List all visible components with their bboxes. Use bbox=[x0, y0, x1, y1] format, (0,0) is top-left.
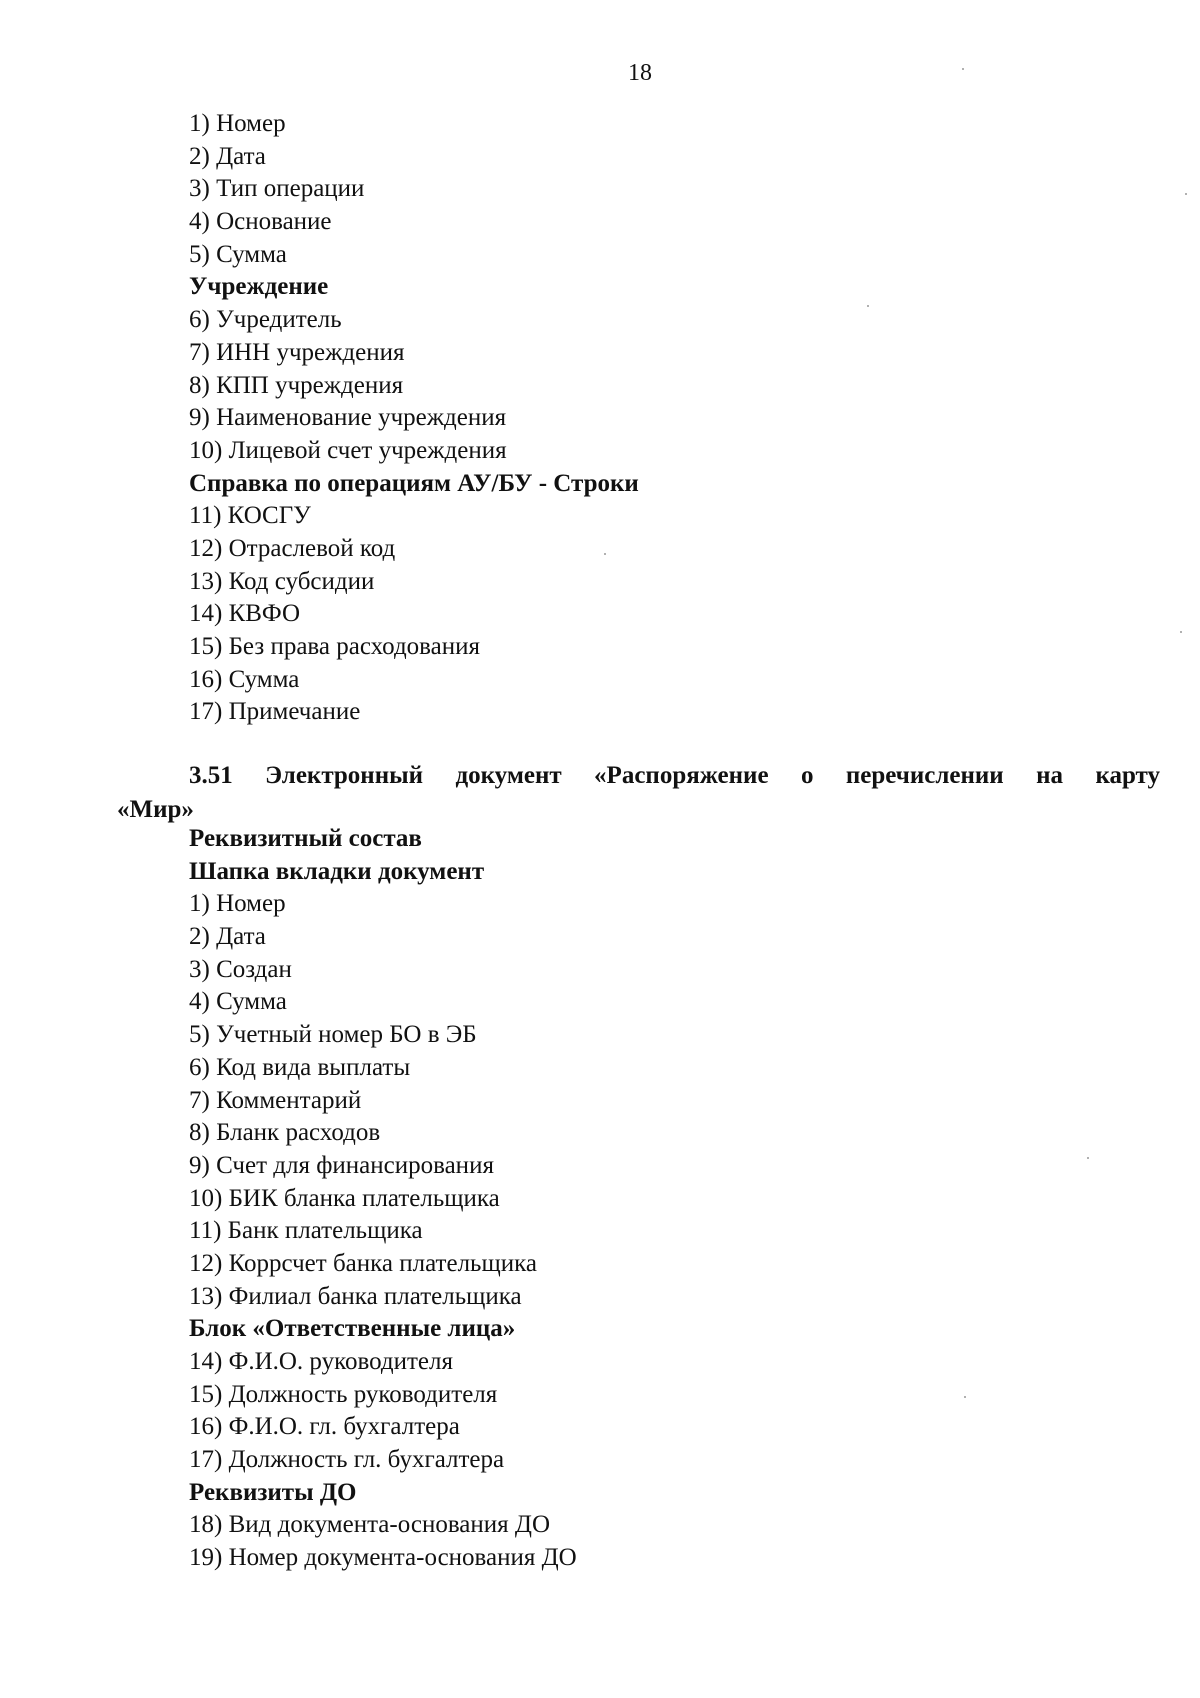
list-1-subheading: Учреждение bbox=[189, 273, 329, 301]
list-2-item: 2) Дата bbox=[189, 923, 266, 951]
list-1-subheading: Справка по операциям АУ/БУ - Строки bbox=[189, 469, 639, 497]
list-2-item: 4) Сумма bbox=[189, 988, 287, 1016]
list-1-item: 15) Без права расходования bbox=[189, 633, 480, 660]
scan-speck bbox=[1185, 193, 1187, 195]
list-1-item: 13) Код субсидии bbox=[189, 567, 375, 595]
list-2-subheading: Шапка вкладки документ bbox=[189, 857, 485, 885]
list-1-item: 6) Учредитель bbox=[189, 306, 342, 334]
list-2-item: 14) Ф.И.О. руководителя bbox=[189, 1348, 453, 1375]
list-1-item: 7) ИНН учреждения bbox=[189, 338, 405, 366]
scan-speck bbox=[964, 1396, 966, 1398]
list-1-item: 17) Примечание bbox=[189, 698, 361, 726]
list-2-subheading: Реквизитный состав bbox=[189, 825, 422, 852]
scan-speck bbox=[867, 305, 869, 307]
list-2-item: 1) Номер bbox=[189, 890, 286, 918]
list-1-item: 11) КОСГУ bbox=[189, 502, 311, 530]
list-2-item: 7) Комментарий bbox=[189, 1086, 362, 1114]
list-1-item: 10) Лицевой счет учреждения bbox=[189, 436, 507, 464]
list-2-item: 18) Вид документа-основания ДО bbox=[189, 1511, 551, 1539]
list-1-item: 2) Дата bbox=[189, 142, 266, 170]
section-heading-line-1: 3.51 Электронный документ «Распоряжение о перечислении на карту bbox=[189, 762, 1160, 789]
list-2-item: 8) Бланк расходов bbox=[189, 1119, 381, 1147]
list-1-item: 8) КПП учреждения bbox=[189, 371, 404, 399]
list-1-item: 14) КВФО bbox=[189, 600, 301, 628]
page-number: 18 bbox=[628, 60, 652, 86]
list-2-item: 5) Учетный номер БО в ЭБ bbox=[189, 1021, 477, 1049]
section-heading-3-51 bbox=[117, 759, 1160, 827]
list-2-item: 17) Должность гл. бухгалтера bbox=[189, 1446, 505, 1474]
list-1-item: 3) Тип операции bbox=[189, 175, 365, 203]
list-2-item: 6) Код вида выплаты bbox=[189, 1053, 411, 1081]
field-list-operations bbox=[189, 108, 1149, 729]
scan-speck bbox=[962, 68, 964, 70]
list-2-item: 13) Филиал банка плательщика bbox=[189, 1282, 522, 1310]
section-heading-line-2: «Мир» bbox=[117, 796, 194, 823]
scan-speck bbox=[1180, 631, 1182, 633]
list-2-subheading: Реквизиты ДО bbox=[189, 1478, 357, 1506]
list-2-subheading: Блок «Ответственные лица» bbox=[189, 1315, 516, 1343]
scan-speck bbox=[604, 553, 606, 555]
list-2-item: 15) Должность руководителя bbox=[189, 1380, 498, 1408]
list-2-item: 16) Ф.И.О. гл. бухгалтера bbox=[189, 1413, 460, 1441]
list-1-item: 12) Отраслевой код bbox=[189, 534, 396, 562]
list-1-item: 1) Номер bbox=[189, 110, 286, 137]
list-2-item: 19) Номер документа-основания ДО bbox=[189, 1544, 577, 1572]
scan-speck bbox=[1087, 1157, 1089, 1159]
list-1-item: 5) Сумма bbox=[189, 240, 287, 268]
list-2-item: 9) Счет для финансирования bbox=[189, 1151, 494, 1179]
list-2-item: 10) БИК бланка плательщика bbox=[189, 1184, 500, 1212]
list-1-item: 16) Сумма bbox=[189, 665, 300, 693]
list-2-item: 3) Создан bbox=[189, 955, 292, 983]
list-2-item: 12) Коррсчет банка плательщика bbox=[189, 1249, 537, 1277]
list-1-item: 4) Основание bbox=[189, 208, 332, 236]
list-2-item: 11) Банк плательщика bbox=[189, 1217, 423, 1245]
list-1-item: 9) Наименование учреждения bbox=[189, 404, 507, 432]
field-list-mir-transfer bbox=[189, 823, 1149, 1575]
